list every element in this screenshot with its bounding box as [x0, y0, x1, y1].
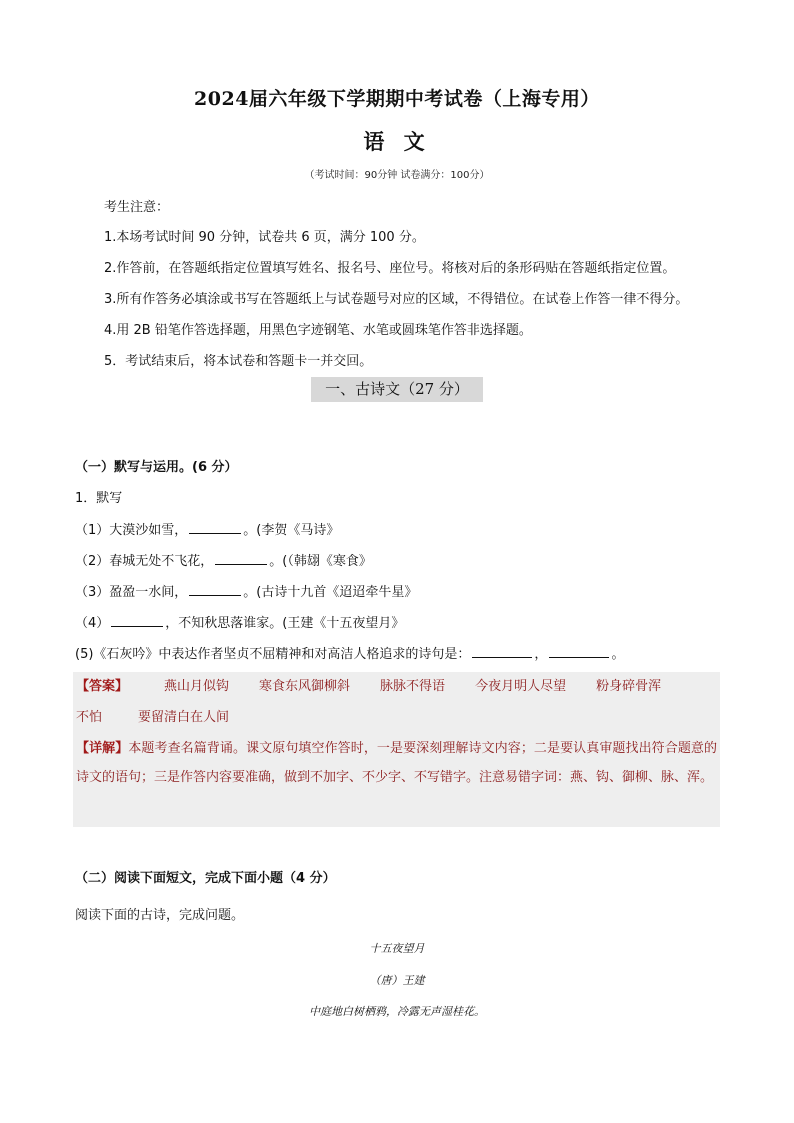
q3-suffix: 。(古诗十九首《迢迢牵牛星》: [243, 585, 418, 600]
notice-item-2: 2.作答前，在答题纸指定位置填写姓名、报名号、座位号。将核对后的条形码贴在答题纸指定位置。: [104, 261, 676, 276]
q1-suffix: 。(李贺《马诗》: [243, 523, 340, 538]
question-4: [75, 614, 404, 633]
q4-blank[interactable]: [111, 614, 163, 627]
poem-author: （唐）王建: [369, 974, 425, 987]
answer-box: [73, 672, 720, 827]
q5-prefix: (5)《石灰吟》中表达作者坚贞不屈精神和对高洁人格追求的诗句是：: [75, 647, 471, 662]
poem-title: 十五夜望月: [369, 942, 425, 955]
part1-heading: （一）默写与运用。(6 分）: [75, 460, 238, 475]
notice-item-5: 5．考试结束后，将本试卷和答题卡一并交回。: [104, 354, 373, 369]
poem-line-1: 中庭地白树栖鸦，冷露无声湿桂花。: [309, 1005, 485, 1018]
question-2: [75, 552, 372, 571]
q2-prefix: （2）春城无处不飞花，: [75, 554, 214, 569]
answer-tag: 【答案】: [76, 679, 129, 694]
q2-blank[interactable]: [215, 552, 267, 565]
q5-separator: ，: [534, 647, 548, 662]
part2-heading: （二）阅读下面短文，完成下面小题（4 分）: [75, 871, 336, 886]
question-1: [75, 521, 339, 540]
detail-paragraph: [76, 734, 717, 792]
question-label: 1．默写: [75, 491, 123, 506]
q5-blank-2[interactable]: [549, 645, 609, 658]
detail-tag: 【详解】: [76, 741, 129, 756]
answer-5: 粉身碎骨浑: [596, 679, 662, 694]
exam-info: （考试时间：90分钟 试卷满分：100分）: [304, 170, 490, 181]
question-5: [75, 645, 624, 664]
question-3: [75, 583, 417, 602]
q4-prefix: （4）: [75, 616, 110, 631]
detail-text: 本题考查名篇背诵。课文原句填空作答时，一是要深刻理解诗文内容；二是要认真审题找出符合题意的诗文的语句；三是作答内容要准确，做到不加字、不少字、不写错字。注意易错字词：燕、钩、御柳、脉、浑。: [76, 741, 717, 785]
notice-item-4: 4.用 2B 铅笔作答选择题，用黑色字迹钢笔、水笔或圆珠笔作答非选择题。: [104, 323, 532, 338]
notice-item-1: 1.本场考试时间 90 分钟，试卷共 6 页，满分 100 分。: [104, 230, 425, 245]
notice-heading: 考生注意：: [104, 200, 170, 215]
notice-item-3: 3.所有作答务必填涂或书写在答题纸上与试卷题号对应的区域，不得错位。在试卷上作答一律不得分。: [104, 292, 689, 307]
answer-3: 脉脉不得语: [380, 679, 446, 694]
answer-line-1: [76, 678, 661, 696]
q2-suffix: 。(（韩翃《寒食》: [269, 554, 372, 569]
section-banner: 一、古诗文（27 分）: [311, 377, 483, 402]
q5-blank-1[interactable]: [472, 645, 532, 658]
answer-line-2: [76, 709, 229, 727]
subject-title: 语 文: [363, 129, 431, 154]
exam-title: 2024届六年级下学期期中考试卷（上海专用）: [194, 88, 600, 110]
q1-prefix: （1）大漠沙如雪，: [75, 523, 188, 538]
answer-1: 燕山月似钩: [164, 679, 230, 694]
answer-4: 今夜月明人尽望: [475, 679, 567, 694]
answer-5-cont: 不怕: [76, 710, 103, 725]
part2-instruction: 阅读下面的古诗，完成问题。: [75, 908, 245, 923]
answer-6: 要留清白在人间: [138, 710, 230, 725]
q3-prefix: （3）盈盈一水间，: [75, 585, 188, 600]
q4-suffix: ，不知秋思落谁家。(王建《十五夜望月》: [165, 616, 405, 631]
answer-2: 寒食东风御柳斜: [259, 679, 351, 694]
q1-blank[interactable]: [189, 521, 241, 534]
q3-blank[interactable]: [189, 583, 241, 596]
q5-suffix: 。: [611, 647, 625, 662]
